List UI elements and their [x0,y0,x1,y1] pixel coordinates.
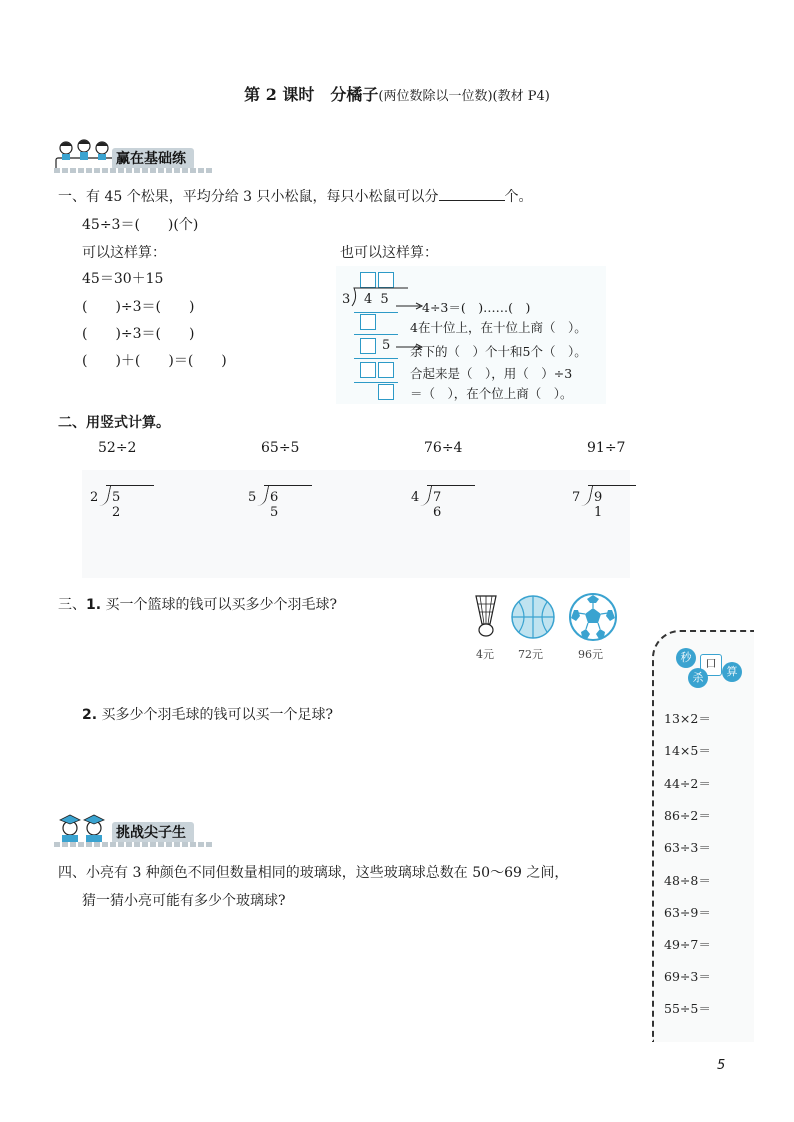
divisor: 3 [342,292,351,307]
product-box-2[interactable] [360,362,376,378]
dividend: 6 5 [270,490,284,520]
mental-math-item[interactable]: 49÷7＝ [664,937,711,952]
q2-heading: 二、用竖式计算。 [58,415,170,431]
kids-illustration-icon [54,138,118,172]
division-note: 合起来是（ ），用（ ）÷3 [410,366,573,381]
q3-text2: 买多少个羽毛球的钱可以买一个足球? [101,707,334,723]
q4-line2: 猜一猜小亮可能有多少个玻璃球? [82,893,286,909]
mental-math-item[interactable]: 44÷2＝ [664,776,711,791]
banner-stripe [54,842,214,847]
q4-line1: 四、小亮有 3 种颜色不同但数量相同的玻璃球，这些玻璃球总数在 50～69 之间， [58,865,569,881]
title-sub: (两位数除以一位数)(教材 P4) [378,89,550,104]
q3-part1 [58,594,337,614]
q1-left-line: ( )÷3＝( ) [82,299,195,315]
q1-unit: 个。 [504,189,533,205]
mental-math-item[interactable]: 86÷2＝ [664,808,711,823]
division-note: 4÷3＝( )……( ) [422,300,531,315]
divisor: 2 [90,490,99,505]
page-number: 5 [717,1058,726,1073]
q3-part2 [82,704,333,724]
page-title [0,82,794,105]
q2-problem-label: 91÷7 [587,440,626,456]
vertical-calc-area[interactable] [82,470,630,578]
long-division-illustration [336,266,606,404]
division-note: 4在十位上，在十位上商（ ）。 [410,320,587,335]
q1-left-line: 45＝30＋15 [82,271,164,287]
division-line [354,358,398,359]
divisor: 7 [572,490,581,505]
banner-label: 赢在基础练 [112,148,194,170]
division-note: ＝（ ），在个位上商（ ）。 [410,386,573,401]
dividend: 5 2 [112,490,126,520]
banner-stripe [54,168,214,173]
divisor: 5 [248,490,257,505]
q1-left-heading: 可以这样算： [82,245,166,261]
title-main: 第 2 课时 分橘子 [244,85,379,104]
q2-problem-label: 52÷2 [98,440,137,456]
basketball-icon [510,594,556,640]
section-banner-challenge [54,812,234,846]
section-banner-basic [54,138,234,172]
q1-left-line: ( )÷3＝( ) [82,326,195,342]
mental-math-item[interactable]: 63÷3＝ [664,840,711,855]
remainder-box[interactable] [360,338,376,354]
kids-graduates-icon [54,812,118,846]
q3-num1: 1. [86,597,102,613]
q3-prefix: 三、 [58,597,86,613]
division-note: 余下的（ ）个十和5个（ ）。 [410,344,587,359]
sidebar-title-char: 秒 [676,648,696,668]
q2-problem-label: 76÷4 [424,440,463,456]
q1-text: 一、有 45 个松果，平均分给 3 只小松鼠，每只小松鼠可以分 [58,189,439,205]
mental-math-item[interactable]: 55÷5＝ [664,1001,711,1016]
final-remainder-box[interactable] [378,384,394,400]
sidebar-title-char: 算 [722,662,742,682]
q1-equation: 45÷3＝( )(个) [82,217,199,233]
q1-answer-blank[interactable] [439,186,505,201]
brought-down-digit: 5 [382,338,391,353]
mental-math-item[interactable]: 48÷8＝ [664,873,711,888]
soccer-ball-icon [568,592,618,642]
mental-math-item[interactable]: 13×2＝ [664,711,711,726]
q3-num2: 2. [82,707,98,723]
product-box[interactable] [360,314,376,330]
shuttlecock-icon [470,594,502,638]
shuttlecock-price: 4元 [476,648,494,661]
sidebar-title-char: 杀 [688,668,708,688]
basketball-price: 72元 [518,648,543,661]
mental-math-item[interactable]: 69÷3＝ [664,969,711,984]
product-box-3[interactable] [378,362,394,378]
q3-text1: 买一个篮球的钱可以买多少个羽毛球? [105,597,338,613]
dividend: 4 5 [364,292,391,307]
soccer-ball-price: 96元 [578,648,603,661]
division-line [354,334,398,335]
q1-right-heading: 也可以这样算： [340,245,438,261]
mental-math-item[interactable]: 63÷9＝ [664,905,711,920]
divisor: 4 [411,490,420,505]
q2-problem-label: 65÷5 [261,440,300,456]
banner-label: 挑战尖子生 [112,822,194,844]
mental-math-item[interactable]: 14×5＝ [664,743,711,758]
dividend: 9 1 [594,490,608,520]
dividend: 7 6 [433,490,447,520]
sidebar-title-char: 口 [700,654,722,676]
q1-left-line: ( )＋( )＝( ) [82,353,227,369]
q1-text-line [58,186,533,206]
